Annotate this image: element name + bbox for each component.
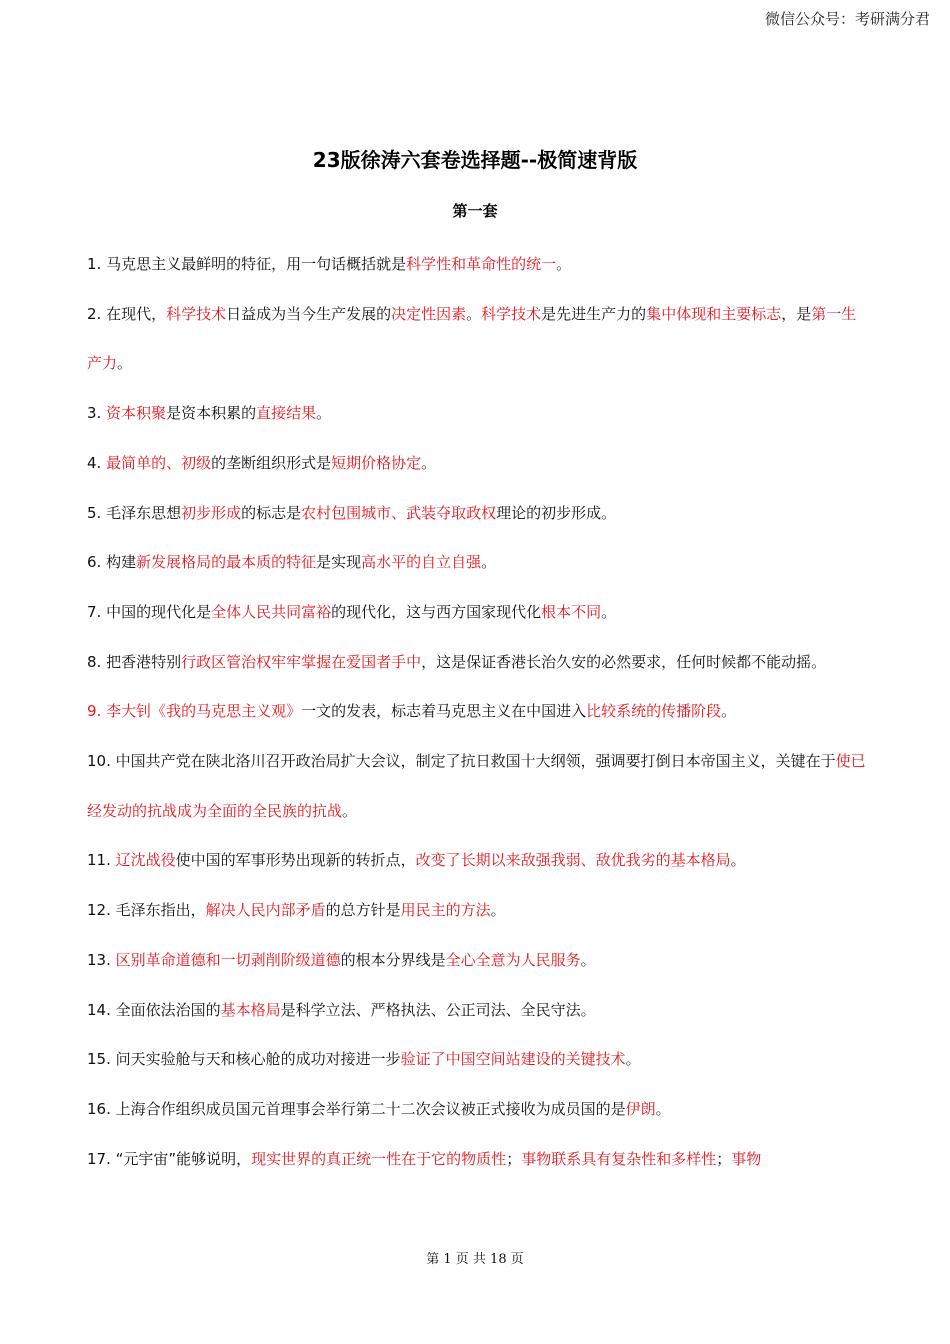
question-item — [87, 1035, 867, 1085]
question-text: 的现代化，这与西方国家现代化 — [331, 602, 542, 621]
question-text: 的标志是 — [241, 503, 302, 522]
question-item — [87, 1135, 867, 1185]
highlighted-text: 伊朗 — [625, 1099, 656, 1118]
question-text: 3. — [87, 404, 107, 423]
highlighted-text: 直接结果 — [256, 404, 317, 423]
highlighted-text: 验证了中国空间站建设的关键技术 — [400, 1050, 626, 1069]
question-text: 。 — [490, 901, 506, 920]
question-item — [87, 986, 867, 1036]
question-text: 的根本分界线是 — [340, 950, 446, 969]
highlighted-text: 解决人民内部矛盾 — [205, 901, 326, 920]
question-text: 11. — [87, 851, 116, 870]
question-item — [87, 290, 867, 389]
question-text: 6. 构建 — [87, 553, 137, 572]
question-text: 日益成为当今生产发展的 — [226, 304, 392, 323]
question-text: 。 — [466, 304, 482, 323]
highlighted-text: 全体人民共同富裕 — [211, 602, 332, 621]
section-title: 第一套 — [452, 202, 498, 220]
question-text: 是科学立法、严格执法、公正司法、全民守法。 — [280, 1000, 596, 1019]
question-text: 。 — [117, 354, 133, 373]
highlighted-text: 现实世界的真正统一性在于它的物质性 — [251, 1149, 507, 1168]
highlighted-text: 事物联系具有复杂性和多样性 — [521, 1149, 717, 1168]
question-item — [87, 588, 867, 638]
question-item — [87, 489, 867, 539]
question-text: 16. 上海合作组织成员国元首理事会举行第二十二次会议被正式接收为成员国的是 — [87, 1099, 626, 1118]
question-item — [87, 240, 867, 290]
question-text: 的垄断组织形式是 — [211, 453, 332, 472]
highlighted-text: 农村包围城市、武装夺取政权 — [301, 503, 497, 522]
question-text: 。 — [481, 553, 497, 572]
question-text: 8. 把香港特别 — [87, 652, 182, 671]
highlighted-text: 科学性和革命性的统一 — [406, 255, 557, 273]
page-footer: 第 1 页 共 18 页 — [426, 1252, 524, 1267]
question-text: 10. 中国共产党在陕北洛川召开政治局扩大会议，制定了抗日救国十大纲领，强调要打倒日本帝国主义，关键在于 — [87, 752, 836, 771]
question-text: 。 — [556, 255, 572, 273]
highlighted-text: 初步形成 — [181, 503, 242, 522]
question-item — [87, 638, 867, 688]
question-text: ； — [506, 1149, 522, 1168]
question-text: 。 — [601, 602, 617, 621]
question-text: 14. 全面依法治国的 — [87, 1000, 221, 1019]
question-text: 17. “元宇宙”能够说明， — [87, 1149, 252, 1168]
highlighted-text: 全心全意为人民服务 — [445, 950, 581, 969]
question-text: 4. — [87, 453, 107, 472]
question-text: 。 — [730, 851, 746, 870]
question-text: 。 — [421, 453, 437, 472]
highlighted-text: 比较系统的传播阶段 — [586, 702, 722, 721]
highlighted-text: 高水平的自立自强 — [361, 553, 482, 572]
question-text: 的总方针是 — [325, 901, 401, 920]
highlighted-text: 辽沈战役 — [115, 851, 176, 870]
highlighted-text: 改变了长期以来敌强我弱、敌优我劣的基本格局 — [415, 851, 731, 870]
question-text: ，这是保证香港长治久安的必然要求，任何时候都不能动摇。 — [421, 652, 827, 671]
highlighted-text: 最简单的、初级 — [106, 453, 212, 472]
question-text: 1. 马克思主义最鲜明的特征，用一句话概括就是 — [87, 255, 407, 273]
question-item — [87, 886, 867, 936]
highlighted-text: 事物 — [731, 1149, 762, 1168]
highlighted-text: 决定性因素 — [391, 304, 467, 323]
highlighted-text: 科学技术 — [166, 304, 227, 323]
highlighted-text: 基本格局 — [220, 1000, 281, 1019]
question-text: 。 — [655, 1099, 671, 1118]
question-item — [87, 1085, 867, 1135]
question-text: 12. 毛泽东指出， — [87, 901, 206, 920]
question-text: 15. 问天实验舱与天和核心舱的成功对接进一步 — [87, 1050, 401, 1069]
question-text: 。 — [316, 404, 332, 423]
question-text: 2. 在现代， — [87, 304, 167, 323]
question-text: 。 — [625, 1050, 641, 1069]
question-item — [87, 538, 867, 588]
highlighted-text: 根本不同 — [541, 602, 602, 621]
highlighted-text: 短期价格协定 — [331, 453, 422, 472]
highlighted-text: 集中体现和主要标志 — [646, 304, 782, 323]
question-text: 。 — [342, 801, 358, 820]
question-text: 是资本积累的 — [166, 404, 257, 423]
highlighted-text: 用民主的方法 — [400, 901, 491, 920]
question-list — [87, 240, 867, 1184]
question-text: ，是 — [781, 304, 812, 323]
highlighted-text: 科学技术 — [481, 304, 542, 323]
question-text: 使中国的军事形势出现新的转折点， — [175, 851, 416, 870]
question-text: 理论的初步形成。 — [496, 503, 617, 522]
document-title: 23版徐涛六套卷选择题--极简速背版 — [312, 148, 638, 172]
question-text: 7. 中国的现代化是 — [87, 602, 212, 621]
question-item — [87, 687, 867, 737]
question-item — [87, 439, 867, 489]
question-item — [87, 389, 867, 439]
question-text: 13. — [87, 950, 116, 969]
question-item — [87, 936, 867, 986]
highlighted-text: 使已经发动的抗战成为全面的全民族的抗战 — [87, 752, 866, 820]
highlighted-text: 区别革命道德和一切剥削阶级道德 — [115, 950, 341, 969]
highlighted-text: 第一生产力 — [87, 304, 857, 373]
highlighted-text: 资本积聚 — [106, 404, 167, 423]
question-text: 。 — [580, 950, 596, 969]
header-note: 微信公众号：考研满分君 — [764, 10, 930, 28]
question-text: ； — [716, 1149, 732, 1168]
highlighted-text: 9. 李大钊《我的马克思主义观》 — [87, 702, 302, 721]
question-text: 一文的发表，标志着马克思主义在中国进入 — [301, 702, 587, 721]
question-text: 。 — [721, 702, 737, 721]
question-text: 是先进生产力的 — [541, 304, 647, 323]
highlighted-text: 新发展格局的最本质的特征 — [136, 553, 317, 572]
question-item — [87, 836, 867, 886]
highlighted-text: 行政区管治权牢牢掌握在爱国者手中 — [181, 652, 422, 671]
question-text: 是实现 — [316, 553, 362, 572]
question-item — [87, 737, 867, 836]
question-text: 5. 毛泽东思想 — [87, 503, 182, 522]
